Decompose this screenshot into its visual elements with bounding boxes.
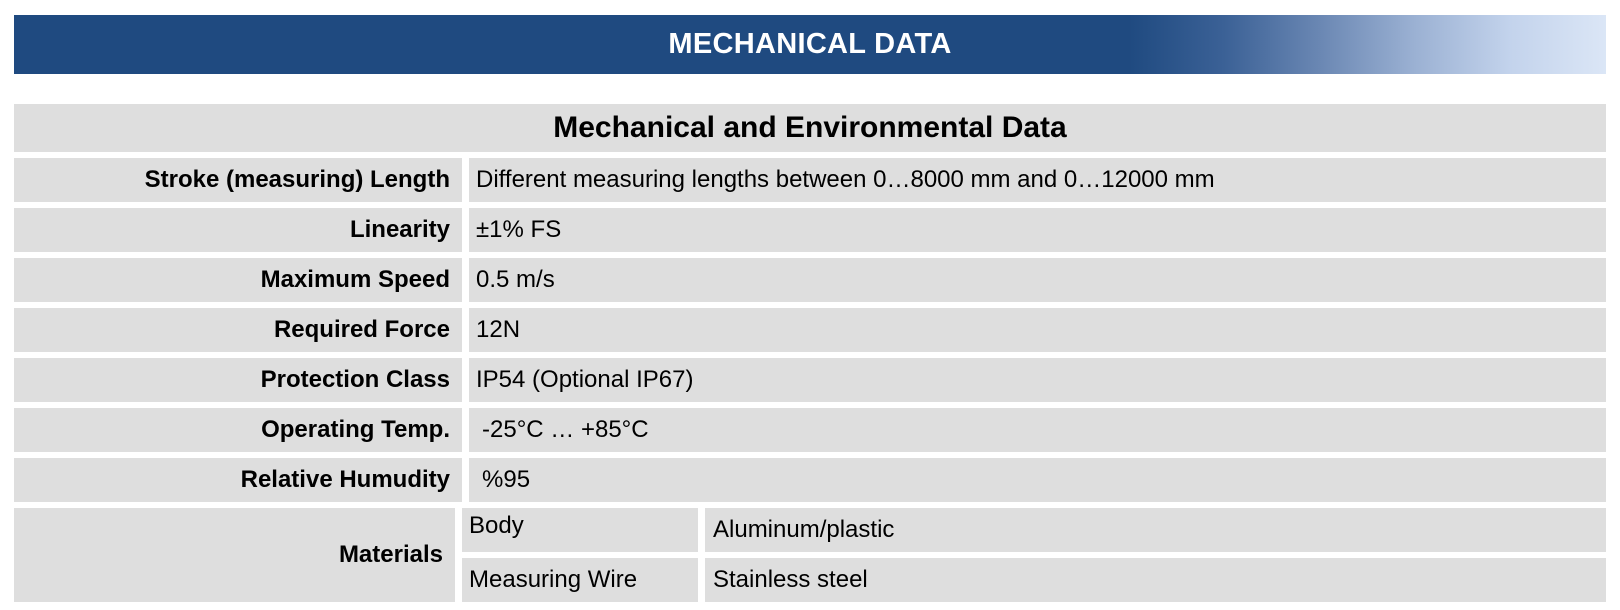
section-title: MECHANICAL DATA [668,28,952,60]
row-label: Operating Temp. [261,416,450,443]
material-item [462,508,1606,552]
row-label: Linearity [349,216,450,243]
material-part: Measuring Wire [462,558,698,602]
row-label: Relative Humudity [240,466,450,493]
table-row [14,308,1606,352]
row-label: Stroke (measuring) Length [144,166,450,193]
row-value: 12N [476,316,521,343]
row-value: ±1% FS [476,216,562,243]
table-row [14,258,1606,302]
row-value: -25°C … +85°C [482,416,649,443]
row-value: %95 [482,466,531,493]
table-heading: Mechanical and Environmental Data [553,111,1067,144]
row-label: Maximum Speed [260,266,450,293]
table-row [14,158,1606,202]
row-label: Required Force [273,316,450,343]
spec-table [14,104,1606,602]
section-banner [14,15,1606,74]
material-value: Stainless steel [705,558,1606,602]
table-row [14,358,1606,402]
material-item [462,558,1606,602]
material-part: Body [462,508,698,552]
table-row [14,208,1606,252]
table-row [14,408,1606,452]
row-value: 0.5 m/s [476,266,555,293]
materials-label: Materials [14,508,455,602]
materials-row [14,508,1606,602]
table-heading-row [14,104,1606,152]
table-row [14,458,1606,502]
material-value: Aluminum/plastic [705,508,1606,552]
row-label: Protection Class [260,366,450,393]
row-value: Different measuring lengths between 0…8000 mm and 0…12000 mm [476,166,1215,193]
row-value: IP54 (Optional IP67) [476,366,694,393]
